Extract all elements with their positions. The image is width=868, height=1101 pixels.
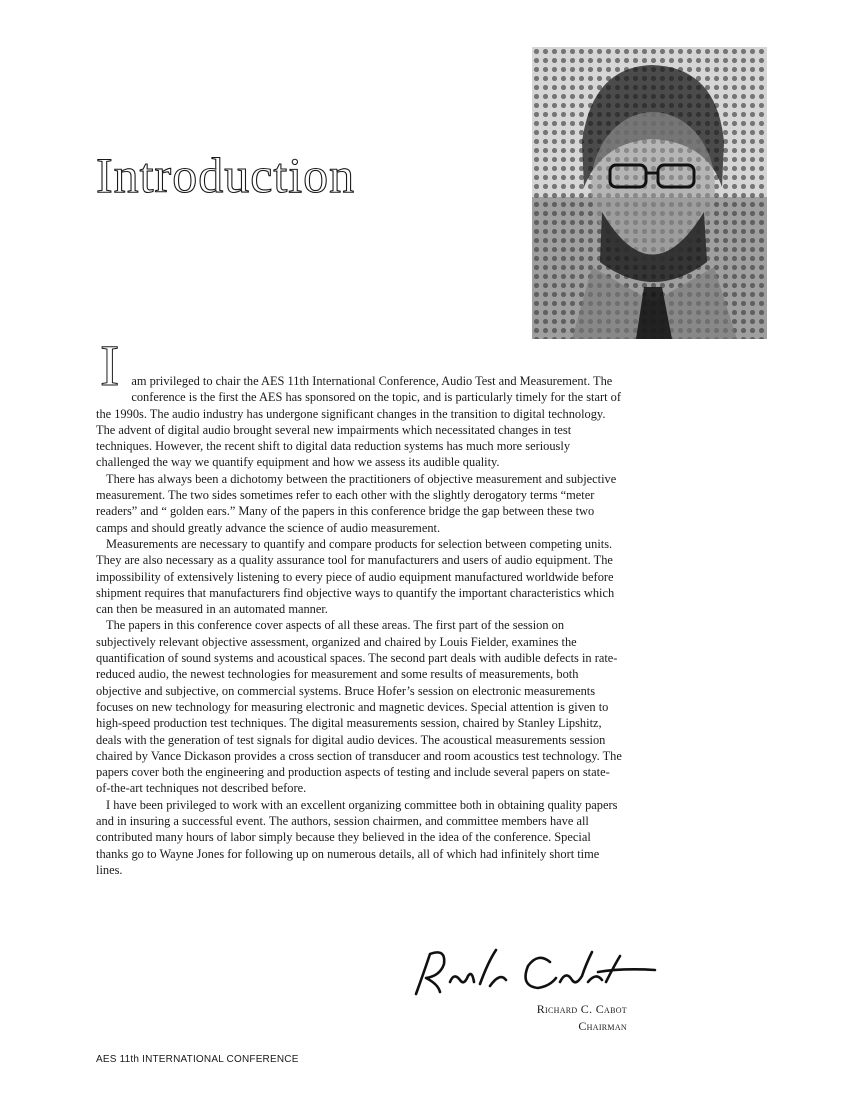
signatory-name: Richard C. Cabot: [536, 1002, 627, 1016]
author-portrait-photo: [532, 47, 767, 339]
paragraph-1-text: am privileged to chair the AES 11th International Conference, Audio Test and Measurement. The conference is the first the AES has sponsored on the topic, and is particularly timely for the start of the 1990s. The audio industry has undergone significant changes in the transition to digital technology. The advent of digital audio brought several new impairments which necessitated changes in test techniques. However, the recent shift to digital data reduction systems has much more seriously challenged the way we quantify equipment and how we assess its audible quality.: [96, 374, 621, 470]
paragraph-5: I have been privileged to work with an excellent organizing committee both in obtaining quality papers and in insuring a successful event. The authors, session chairmen, and committee members have all contributed many hours of labor simply because they believed in the idea of the conference. Special thanks go to Wayne Jones for following up on numerous details, all of which had infinitely short time lines.: [96, 797, 618, 877]
introduction-body: [96, 333, 623, 878]
drop-cap: I: [100, 333, 120, 398]
paragraph-1: [96, 333, 623, 471]
handwritten-signature: [410, 942, 660, 1000]
page-footer: AES 11th INTERNATIONAL CONFERENCE: [96, 1054, 299, 1065]
signatory-role: Chairman: [578, 1019, 627, 1033]
paragraph-3: Measurements are necessary to quantify and compare products for selection between competing units. They are also necessary as a quality assurance tool for manufacturers and users of audio equipment. The impossibility of extensively listening to every piece of audio equipment manufactured worldwide before shipment requires that manufacturers find objective ways to quantify the important characteristics which can then be measured in an automated manner.: [96, 536, 615, 617]
portrait-figure-illustration: [532, 47, 767, 339]
paragraph-4: The papers in this conference cover aspects of all these areas. The first part of the session on subjectively relevant objective assessment, organized and chaired by Louis Fielder, examines the quantification of sound systems and acoustical spaces. The second part deals with audible defects in rate-reduced audio, the newest technologies for measurement and some results of measurements, both objective and subjective, on commercial systems. Bruce Hofer’s session on electronic measurements focuses on new technology for measuring electronic and magnetic devices. Special attention is given to high-speed production test techniques. The digital measurements session, chaired by Stanley Lipshitz, deals with the generation of test signals for digital audio devices. The acoustical measurements session chaired by Vance Dickason provides a cross section of transducer and room acoustics test technology. The papers cover both the engineering and production aspects of testing and include several papers on state-of-the-art techniques not described before.: [96, 618, 622, 796]
paragraph-2: There has always been a dichotomy between the practitioners of objective measurement and subjective measurement. The two sides sometimes refer to each other with the slightly derogatory terms “meter readers” and “ golden ears.” Many of the papers in this conference bridge the gap between these two camps and should greatly advance the science of audio measurement.: [96, 471, 617, 535]
page-title: Introduction: [96, 147, 356, 203]
